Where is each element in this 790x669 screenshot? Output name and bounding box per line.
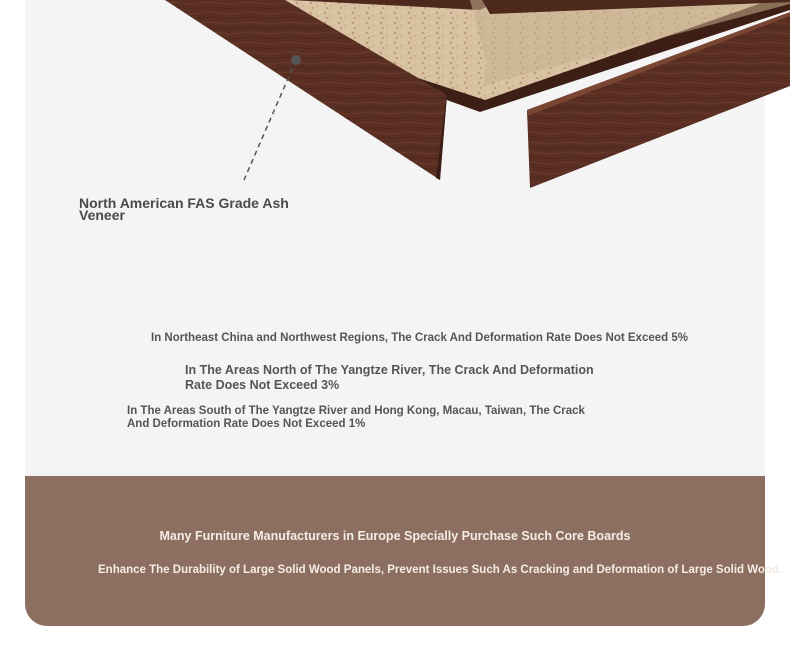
footer-title: Many Furniture Manufacturers in Europe Specially Purchase Such Core Boards — [159, 529, 631, 543]
stat-north-yangtze-crack-rate: In The Areas North of The Yangtze River, The Crack And Deformation Rate Does Not Exceed 3% — [185, 363, 594, 392]
veneer-callout-label: North American FAS Grade Ash Veneer — [79, 195, 289, 223]
callout-dot-icon — [291, 55, 301, 65]
footer-band — [25, 476, 783, 626]
stat-south-yangtze-crack-rate: In The Areas South of The Yangtze River and Hong Kong, Macau, Taiwan, The Crack And Deformation Rate Does Not Exceed 1% — [127, 405, 585, 430]
footer-subtitle: Enhance The Durability of Large Solid Wood Panels, Prevent Issues Such As Cracking and Deformation of Large Solid Wood. — [98, 564, 783, 576]
stat-northeast-crack-rate: In Northeast China and Northwest Regions, The Crack And Deformation Rate Does Not Exceed 5% — [151, 332, 688, 344]
